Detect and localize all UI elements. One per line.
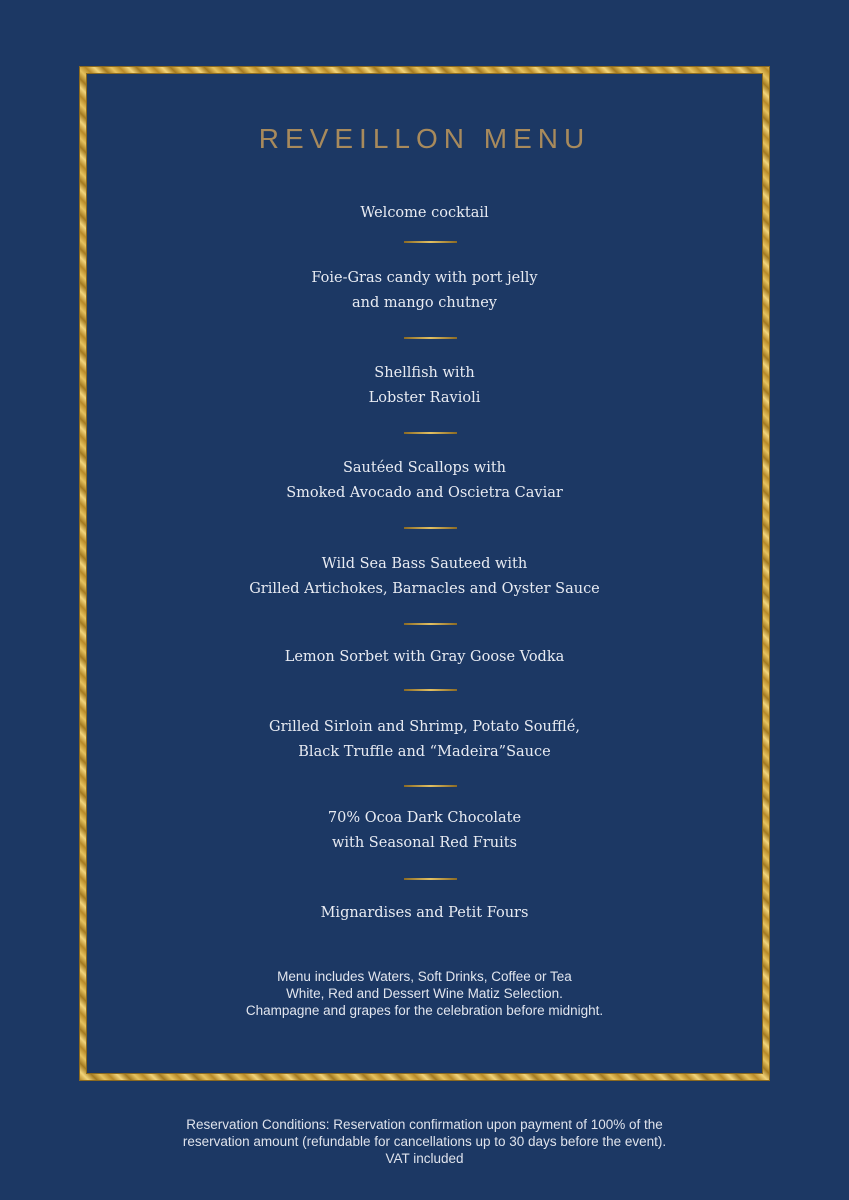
- course-sirloin: [0, 715, 849, 765]
- gold-divider: [404, 623, 457, 625]
- course-shellfish: [0, 361, 849, 411]
- note-line: Menu includes Waters, Soft Drinks, Coffee or Tea: [277, 969, 572, 984]
- course-line: Shellfish with: [374, 365, 475, 381]
- footer-line: VAT included: [385, 1151, 464, 1166]
- course-line: Black Truffle and “Madeira”Sauce: [298, 744, 551, 760]
- course-line: Wild Sea Bass Sauteed with: [321, 556, 528, 572]
- gold-divider: [404, 878, 457, 880]
- reservation-conditions: [0, 1116, 849, 1167]
- course-foie-gras: [0, 266, 849, 316]
- gold-divider: [404, 241, 457, 243]
- footer-line: reservation amount (refundable for cancellations up to 30 days before the event).: [182, 1134, 667, 1149]
- gold-divider: [404, 432, 457, 434]
- course-line: Smoked Avocado and Oscietra Caviar: [286, 485, 563, 501]
- menu-title: REVEILLON MENU: [258, 123, 591, 154]
- course-line: and mango chutney: [352, 295, 497, 311]
- note-line: White, Red and Dessert Wine Matiz Selection.: [286, 986, 563, 1001]
- course-line: Lemon Sorbet with Gray Goose Vodka: [284, 649, 565, 665]
- gold-divider: [404, 337, 457, 339]
- footer-line: Reservation Conditions: Reservation confirmation upon payment of 100% of the: [186, 1117, 663, 1132]
- course-line: with Seasonal Red Fruits: [331, 835, 517, 851]
- course-line: Grilled Sirloin and Shrimp, Potato Soufflé,: [269, 719, 580, 735]
- course-sorbet: [0, 645, 849, 670]
- course-line: Lobster Ravioli: [368, 390, 481, 406]
- course-line: Welcome cocktail: [360, 205, 489, 221]
- gold-divider: [404, 785, 457, 787]
- course-scallops: [0, 456, 849, 506]
- course-line: Mignardises and Petit Fours: [320, 905, 529, 921]
- course-line: Grilled Artichokes, Barnacles and Oyster Sauce: [249, 581, 600, 597]
- course-line: Sautéed Scallops with: [342, 460, 507, 476]
- course-mignardises: [0, 901, 849, 926]
- course-line: Foie-Gras candy with port jelly: [311, 270, 538, 286]
- menu-inclusions-note: [0, 968, 849, 1019]
- course-sea-bass: [0, 552, 849, 602]
- note-line: Champagne and grapes for the celebration before midnight.: [245, 1003, 604, 1018]
- gold-divider: [404, 527, 457, 529]
- course-welcome-cocktail: [0, 201, 849, 226]
- course-chocolate: [0, 806, 849, 856]
- course-line: 70% Ocoa Dark Chocolate: [327, 810, 522, 826]
- gold-divider: [404, 689, 457, 691]
